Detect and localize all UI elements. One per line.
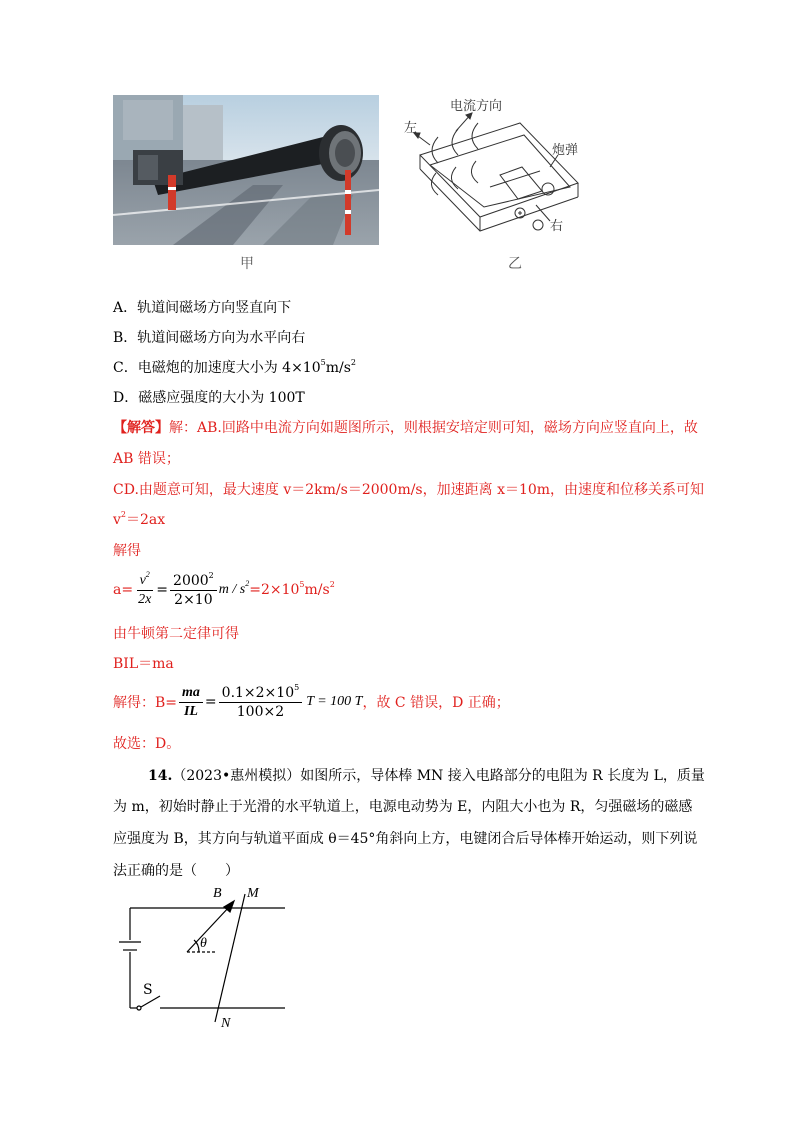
label-shell: 炮弹 <box>552 143 579 158</box>
label-n: N <box>221 1016 231 1031</box>
answer-line-3: CD.由题意可知，最大速度 v＝2km/s＝2000m/s，加速距离 x＝10m，由速度和位移关系可知 <box>113 482 705 498</box>
option-c: C．电磁炮的加速度大小为 $4\times 10^5m/s^2$ <box>113 358 356 376</box>
answer-line-1: 【解答】解：AB.回路中电流方向如题图所示，则根据安培定则可知，磁场方向应竖直向上，故 <box>113 420 698 436</box>
question-14-line-1: 14.（2023•惠州模拟）如图所示，导体棒 MN 接入电路部分的电阻为 R 长度为 L，质量 <box>148 768 705 784</box>
field-strength-equation: 解得：B= $\frac{ma}{IL}$ = $\frac{0.1\times 2\times 10^5}{100\times 2}$ T = 100 T ，故 C 错误，D 正确； <box>113 682 510 720</box>
answer-tag: 【解答】 <box>113 420 169 436</box>
railgun-photo <box>113 95 379 245</box>
label-current-direction: 电流方向 <box>450 99 503 114</box>
answer-line-6: 由牛顿第二定律可得 <box>113 626 239 642</box>
label-right: 右 <box>550 219 564 234</box>
option-b: B．轨道间磁场方向为水平向右 <box>113 330 306 346</box>
label-m: M <box>247 886 259 901</box>
question-14-line-4: 法正确的是（ ） <box>113 863 239 879</box>
answer-line-2: AB 错误； <box>113 451 180 467</box>
answer-line-5: 解得 <box>113 543 141 559</box>
label-s: S <box>143 982 153 998</box>
caption-yi: 乙 <box>508 256 522 272</box>
caption-jia: 甲 <box>240 256 254 272</box>
option-a: A．轨道间磁场方向竖直向下 <box>113 300 292 316</box>
label-b: B <box>213 886 222 901</box>
answer-line-8: 故选：D。 <box>113 736 181 752</box>
label-left: 左 <box>404 121 418 136</box>
rail-diagram <box>400 95 600 255</box>
acceleration-equation: a= $\frac{v^2}{2x}$ = $\frac{2000^2}{2\times 10}$ m / $s^2$ $=2\times 10^5m/s^2$ <box>113 569 335 608</box>
answer-line-4: $v^2=2ax$ <box>113 510 166 528</box>
answer-line-7: BIL＝ma <box>113 656 174 672</box>
circuit-diagram <box>105 880 305 1040</box>
option-d: D．磁感应强度的大小为 100T <box>113 390 305 406</box>
label-theta: θ <box>200 936 207 951</box>
question-14-line-2: 为 m，初始时静止于光滑的水平轨道上，电源电动势为 E，内阻大小也为 R，匀强磁场的磁感 <box>113 799 693 815</box>
question-14-line-3: 应强度为 B，其方向与轨道平面成 θ＝45°角斜向上方，电键闭合后导体棒开始运动，则下列说 <box>113 831 698 847</box>
question-number: 14. <box>148 768 173 784</box>
